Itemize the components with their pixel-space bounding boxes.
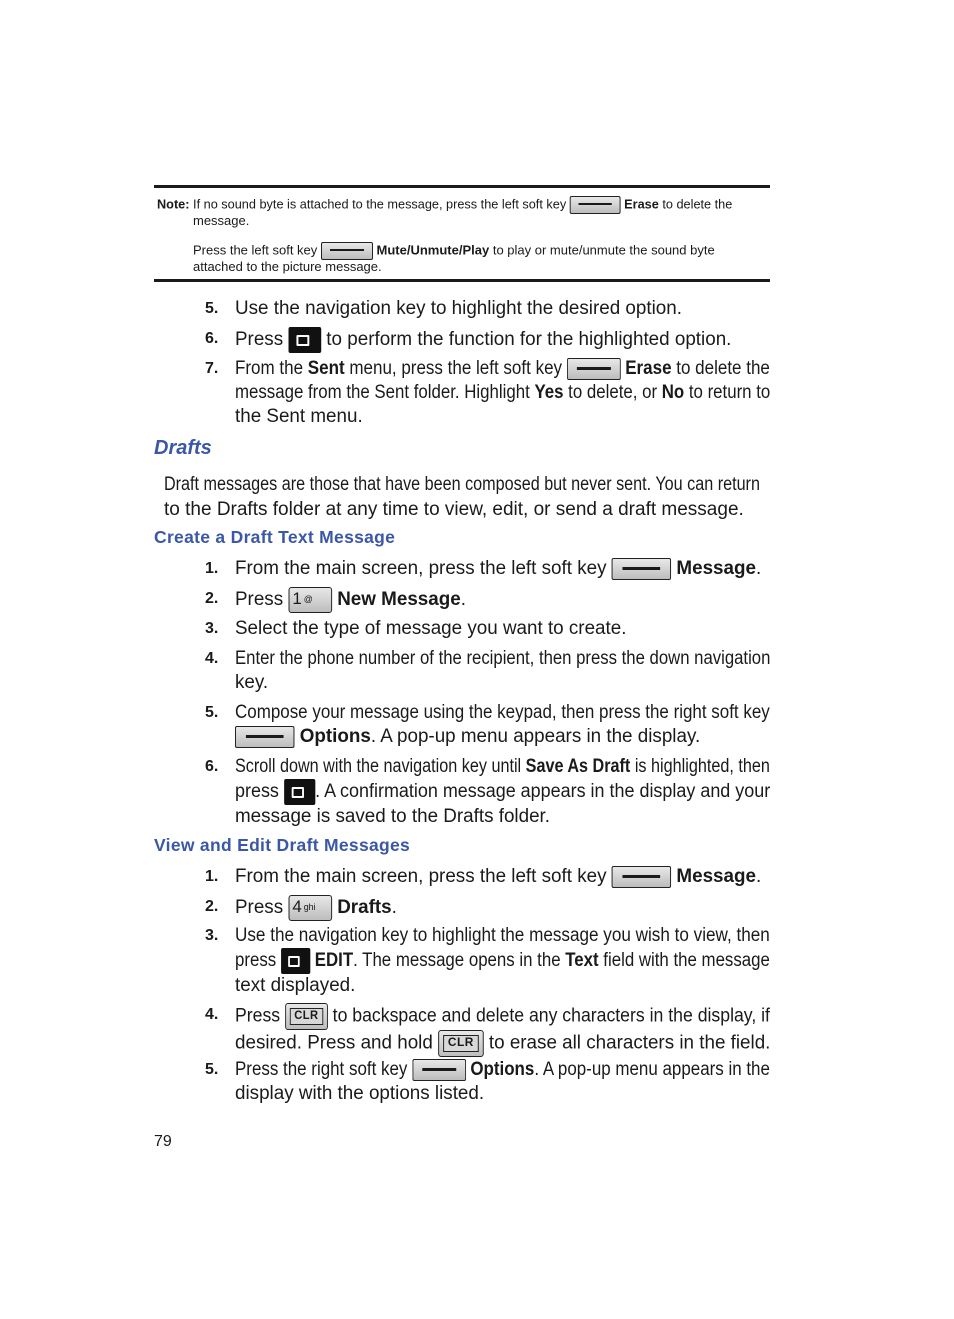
clr-key-icon: CLR xyxy=(285,1003,328,1030)
note-box xyxy=(154,185,770,282)
drafts-paragraph-line-1: Draft messages are those that have been composed but never sent. You can return xyxy=(164,474,760,495)
note-label: Note: xyxy=(157,196,190,212)
view-edit-draft-heading: View and Edit Draft Messages xyxy=(154,835,411,855)
note-line-1-cont: message. xyxy=(193,213,250,228)
note-line-2-cont: attached to the picture message. xyxy=(193,259,382,274)
drafts-heading: Drafts xyxy=(154,437,212,459)
drafts-paragraph-line-2: to the Drafts folder at any time to view, edit, or send a draft message. xyxy=(164,499,744,520)
left-soft-key-icon xyxy=(570,196,621,214)
left-soft-key-icon xyxy=(612,866,671,888)
ok-key-icon xyxy=(284,779,315,805)
left-soft-key-icon xyxy=(612,558,671,580)
note-line-1: Note: If no sound byte is attached to the message, press the left soft key Erase to delete the xyxy=(157,196,732,214)
note-line-2: Press the left soft key Mute/Unmute/Play to play or mute/unmute the sound byte xyxy=(193,242,715,260)
left-soft-key-icon xyxy=(321,242,373,260)
ok-key-icon xyxy=(281,948,310,974)
right-soft-key-icon xyxy=(235,726,294,748)
key-4-ghi-icon: 4 $^{ghi}$ xyxy=(288,895,332,921)
page-number: 79 xyxy=(154,1133,172,1150)
create-draft-heading: Create a Draft Text Message xyxy=(154,527,396,547)
left-soft-key-icon xyxy=(567,358,621,380)
ok-key-icon xyxy=(288,327,321,353)
key-1-voicemail-icon: 1 @ xyxy=(288,587,332,613)
right-soft-key-icon xyxy=(412,1059,466,1081)
clr-key-icon: CLR xyxy=(438,1030,484,1057)
